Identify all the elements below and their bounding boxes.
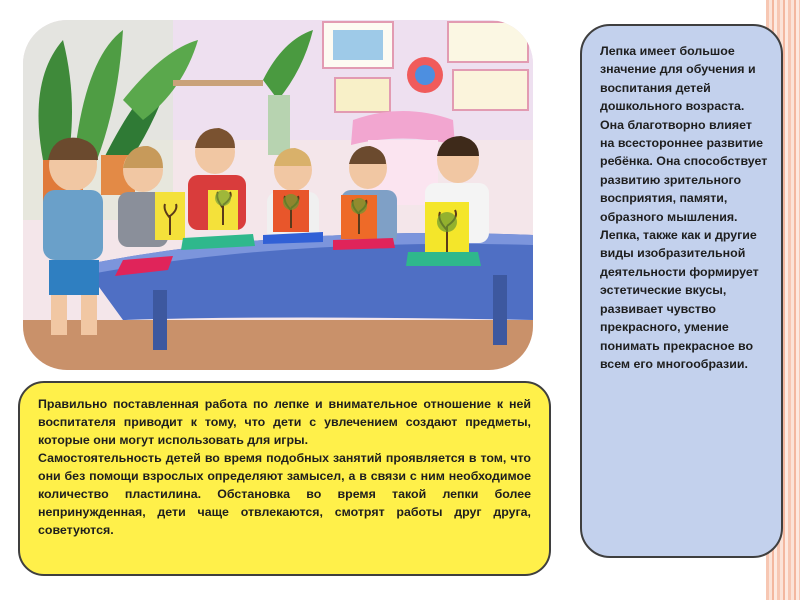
blue-box-text: Лепка имеет большое значение для обучения и воспитания детей дошкольного возраста. Она благотворно влияет на всестороннее развитие ребёнка. Она способствует развитию зрительного восприятия, памяти, образного мышления. Лепка, также как и другие виды изобразительной деятельности формирует эстетические вкусы, развивает чувство прекрасного, умение понимать прекрасное во всем его многообразии. <box>600 44 768 371</box>
yellow-paragraph-2: Самостоятельность детей во время подобных занятий проявляется в том, что они без помощи взрослых определяют замысел, а в связи с ним необходимое количество пластилина. Обстановка во время такой лепки более непринужденная, дети чаще отвлекаются, смотрят работы друг друга, советуются. <box>38 451 531 537</box>
blue-text-box <box>580 24 783 558</box>
yellow-text-box <box>18 381 551 576</box>
classroom-photo <box>23 20 533 370</box>
classroom-photo-illustration <box>23 20 533 370</box>
yellow-paragraph-1: Правильно поставленная работа по лепке и внимательное отношение к ней воспитателя приводит к тому, что дети с увлечением создают предметы, которые они могут использовать для игры. <box>38 397 531 447</box>
